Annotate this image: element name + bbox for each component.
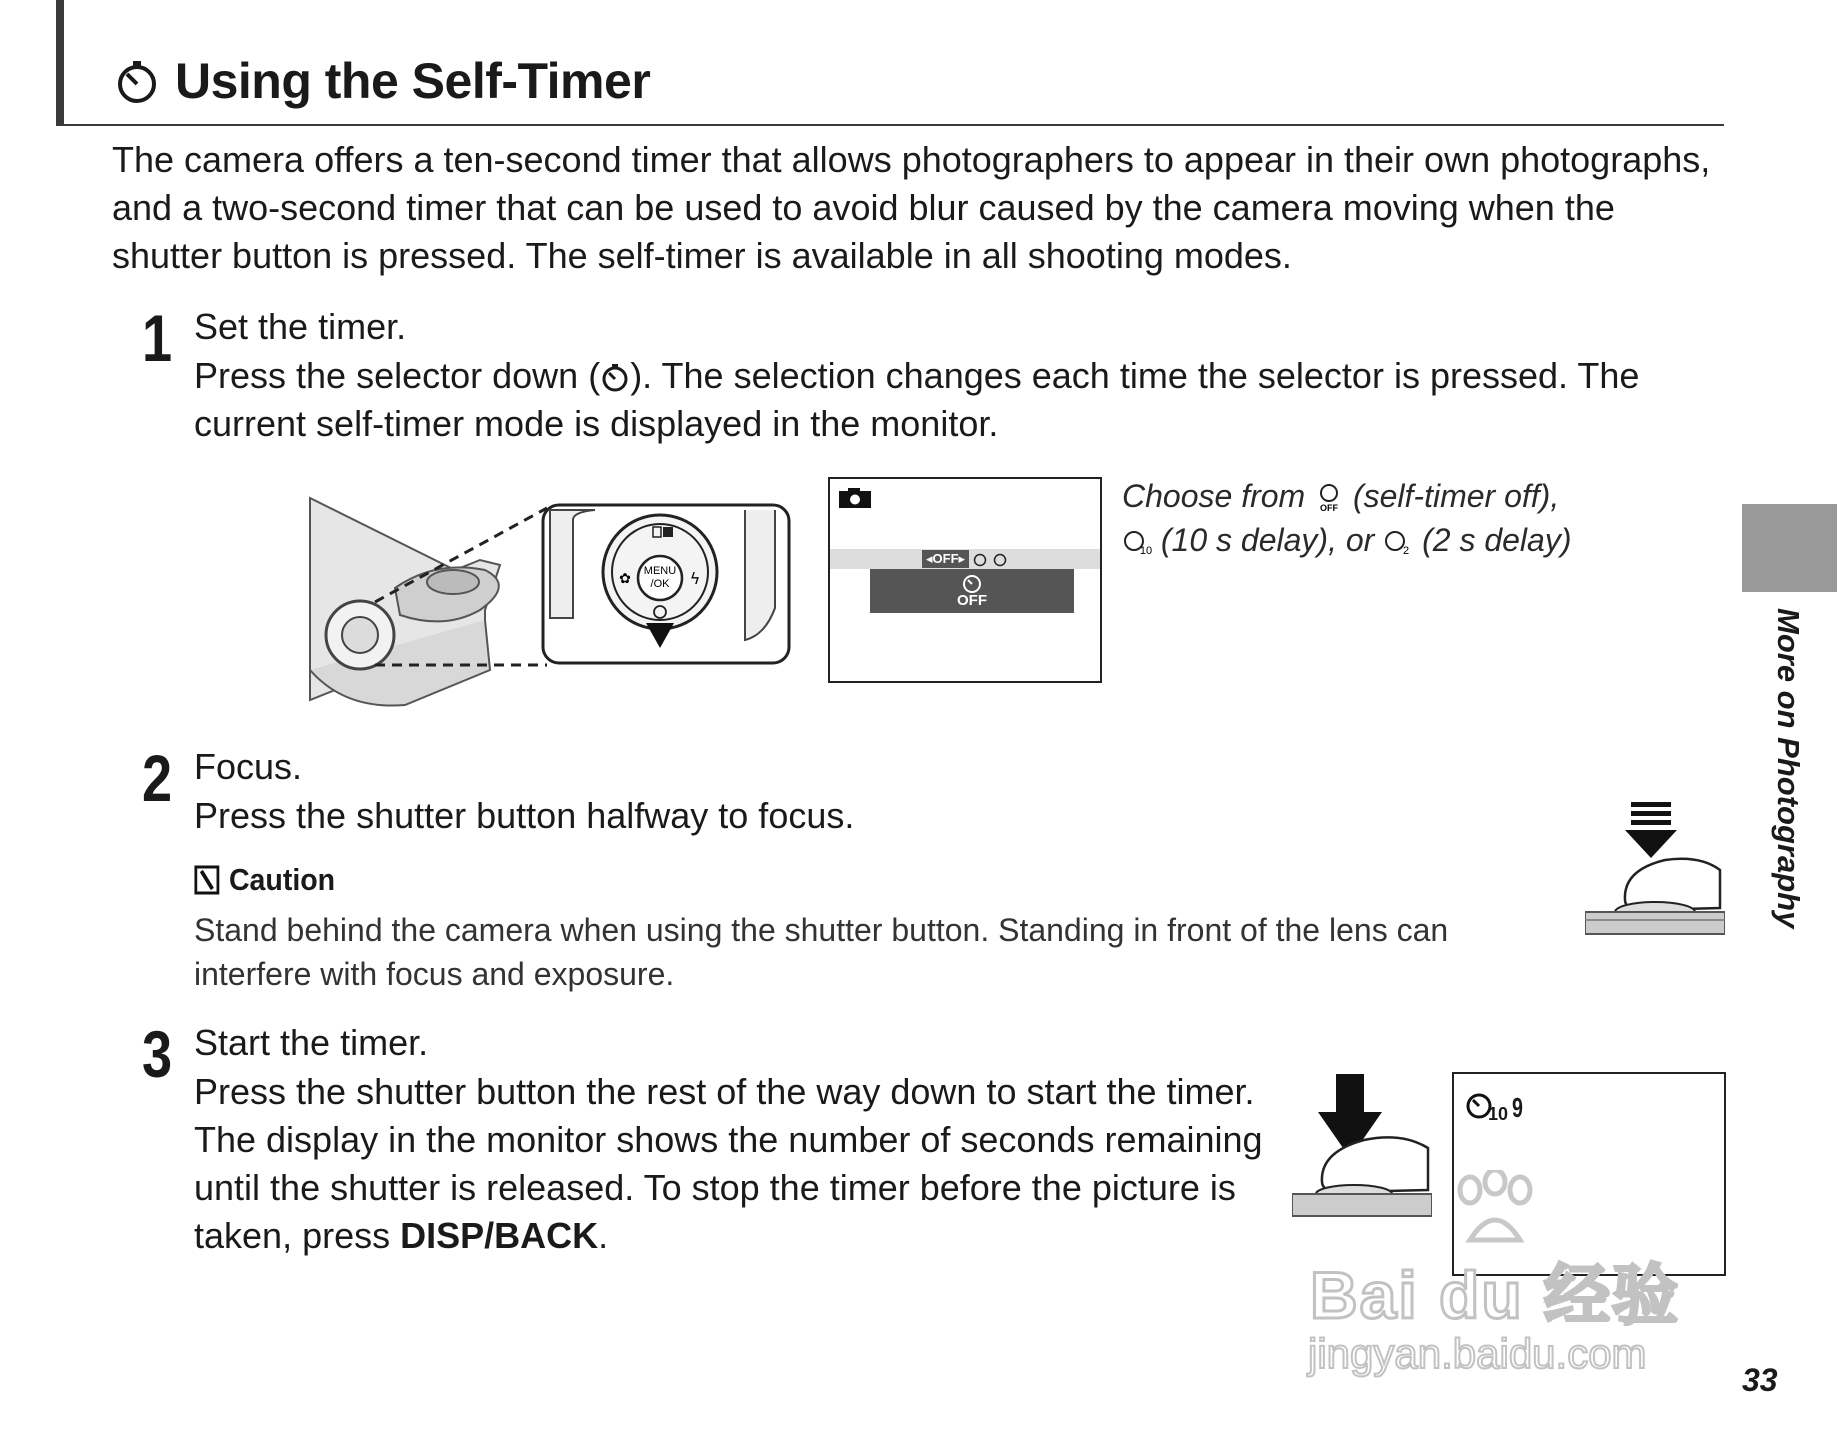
press-arrow-icon xyxy=(1625,830,1677,858)
timer-options-caption: Choose from OFF (self-timer off), 10 (10 s delay), or 2 (2 s delay) xyxy=(1122,478,1572,558)
timer-mode-value: 10 xyxy=(1488,1104,1509,1124)
selector-closeup xyxy=(543,505,789,663)
camera-selector-illustration xyxy=(305,490,795,715)
timer-2s-icon xyxy=(1383,526,1413,556)
timer-off-icon xyxy=(1314,482,1344,512)
timer-10s-icon xyxy=(1122,526,1152,556)
page-title-text: Using the Self-Timer xyxy=(175,53,651,109)
step-3-body: Press the shutter button the rest of the way down to start the timer. The display in the monitor shows the number of seconds remaining until the shutter is released. To stop the timer before the picture is taken, press DISP/BACK. xyxy=(194,1071,1263,1256)
paw-logo-icon xyxy=(1450,1170,1540,1250)
menu-ok-label: MENU xyxy=(643,565,677,577)
step-1-number: 1 xyxy=(142,301,173,375)
section-tab-label: More on Photography xyxy=(1771,608,1806,929)
exposure-icon xyxy=(663,527,673,537)
step-3-number: 3 xyxy=(142,1017,173,1091)
self-timer-icon xyxy=(960,572,984,594)
disp-back-button-label: DISP/BACK xyxy=(400,1215,599,1256)
title-accent-bar xyxy=(56,0,64,126)
baidu-watermark xyxy=(1300,1170,1740,1390)
camera-mode-icon xyxy=(838,487,872,509)
section-tab-marker xyxy=(1742,504,1837,592)
intro-paragraph: The camera offers a ten-second timer that allows photographers to appear in their own photographs, and a two-second timer that can be used to avoid blur caused by the camera moving when the shutter button is pressed. The self-timer is available in all shooting modes. xyxy=(112,139,1711,276)
monitor-display-timer-menu xyxy=(828,477,1102,683)
macro-icon: ✿ xyxy=(619,571,631,587)
svg-text:10: 10 xyxy=(1139,545,1152,556)
timer-option-strip xyxy=(830,549,1100,569)
countdown-seconds: 9 xyxy=(1512,1092,1523,1123)
title-rule xyxy=(56,124,1724,126)
step-2-number: 2 xyxy=(142,741,173,815)
self-timer-icon xyxy=(600,362,630,392)
self-timer-icon xyxy=(113,57,161,105)
caution-icon xyxy=(194,865,220,895)
selected-timer-label: OFF xyxy=(957,592,987,609)
timer-off-option: ◂OFF▸ xyxy=(922,550,969,568)
timer-10s-2s-icons xyxy=(972,551,1012,567)
watermark-url: jingyan.baidu.com xyxy=(1308,1330,1647,1377)
svg-text:2: 2 xyxy=(1403,545,1410,556)
caution-heading: Caution xyxy=(194,862,335,898)
step-2-title: Focus. xyxy=(194,746,303,787)
page-number: 33 xyxy=(1742,1362,1778,1398)
watermark-brand: Bai du 经验 xyxy=(1310,1258,1681,1332)
flash-icon: ϟ xyxy=(689,569,701,588)
step-1-title: Set the timer. xyxy=(194,306,407,347)
camera-body-illustration xyxy=(310,498,500,706)
step-3-title: Start the timer. xyxy=(194,1022,429,1063)
caution-text: Stand behind the camera when using the shutter button. Standing in front of the lens can interfere with focus and exposure. xyxy=(194,912,1449,992)
half-press-shutter-illustration xyxy=(1585,800,1725,945)
step-2-body: Press the shutter button halfway to focus. xyxy=(194,795,855,836)
page-title xyxy=(113,52,650,110)
menu-ok-label-2: /OK xyxy=(650,578,670,590)
step-1-body: Press the selector down ( ). The selection changes each time the selector is pressed. The current self-timer mode is displayed in the monitor. xyxy=(194,355,1640,444)
svg-text:OFF: OFF xyxy=(1320,503,1339,512)
selected-timer-box xyxy=(870,569,1074,613)
